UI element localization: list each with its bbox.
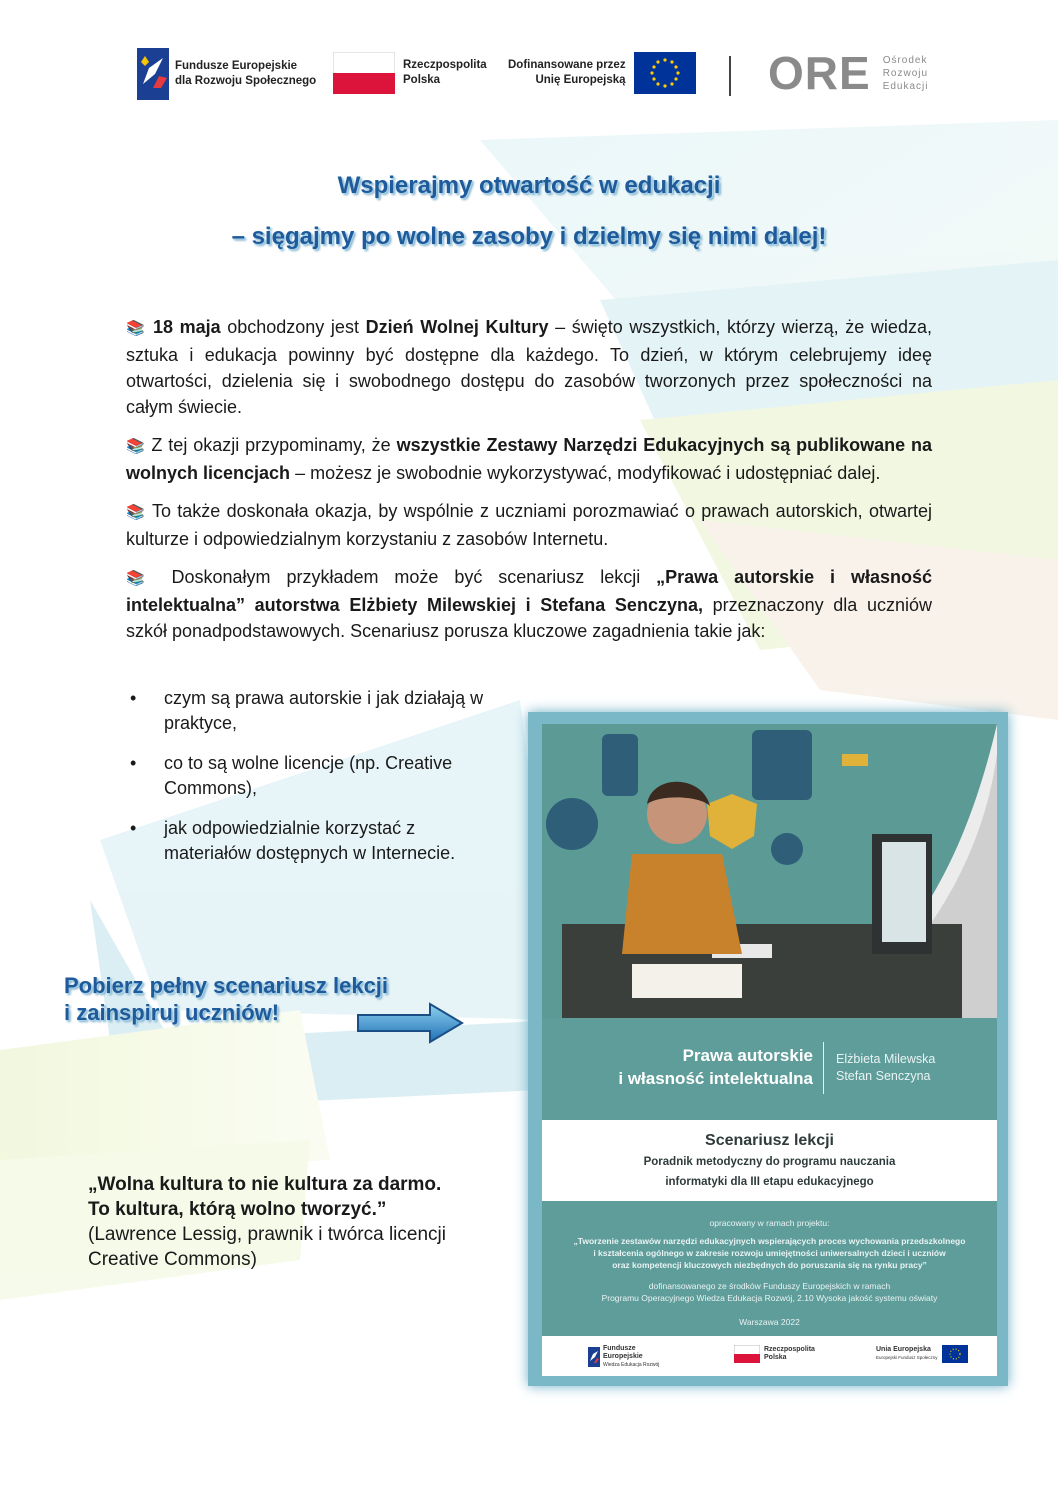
- rp-logo-line1: Rzeczpospolita: [403, 59, 487, 71]
- cover-small2: „Tworzenie zestawów narzędzi edukacyjnych wspierających proces wychowania przedszkolnego: [573, 1236, 966, 1246]
- cover-eu-line1: Unia Europejska: [876, 1346, 931, 1353]
- cover-small3: i kształcenia ogólnego w zakresie rozwoju umiejętności uniwersalnych dzieci i uczniów: [593, 1248, 946, 1258]
- download-cta[interactable]: [64, 972, 388, 1026]
- cover-eu-line2: Europejski Fundusz Społeczny: [876, 1355, 938, 1360]
- cover-title-line1: Prawa autorskie: [682, 1046, 813, 1065]
- p1-text2: – święto wszystkich, którzy wierzą, że wiedza, sztuka i edukacja powinny być dostępne dla każdego. To dzień, w którym celebrujemy ideę otwartości, dzielenia się i swobodnego dostępu do zasobów tworzonych przez społeczności na całym świecie.: [126, 317, 932, 417]
- cover-authors: [836, 1051, 935, 1085]
- paragraph-1: [126, 314, 932, 420]
- p4-text1: Doskonałym przykładem może być scenariusz lekcji: [155, 567, 657, 587]
- fe-logo-line1: Fundusze Europejskie: [175, 60, 298, 72]
- lesson-cover: [542, 724, 997, 1376]
- eu-flag-icon: [942, 1345, 968, 1363]
- cover-fe-line2: Europejskie: [603, 1353, 643, 1360]
- cover-band-title: Scenariusz lekcji: [705, 1132, 834, 1149]
- cover-band-sub2: informatyki dla III etapu edukacyjnego: [665, 1176, 874, 1188]
- ore-logo-word: ORE: [768, 47, 871, 99]
- p4-text2: przeznaczony dla uczniów szkół ponadpodstawowych. Scenariusz porusza kluczowe zagadnienia takie jak:: [126, 595, 932, 641]
- polish-flag-icon: [734, 1345, 760, 1363]
- cover-band-sub1: Poradnik metodyczny do programu nauczania: [643, 1156, 896, 1168]
- list-item: [130, 751, 490, 801]
- paragraph-3: [126, 498, 932, 552]
- p2-bold: wszystkie Zestawy Narzędzi Edukacyjnych są publikowane na wolnych licencjach: [126, 435, 933, 483]
- cover-fe-line3: Wiedza Edukacja Rozwój: [603, 1362, 660, 1368]
- books-icon: 📚: [126, 570, 156, 587]
- cover-small7: Warszawa 2022: [739, 1317, 800, 1327]
- cover-title: [542, 1044, 813, 1090]
- cover-fe-logo: [588, 1345, 659, 1369]
- cover-small6: Programu Operacyjnego Wiedza Edukacja Rozwój, 2.10 Wysoka jakość systemu oświaty: [601, 1293, 938, 1303]
- bullet-dot: •: [130, 753, 137, 773]
- rp-logo: [333, 52, 487, 94]
- logo-divider: [729, 56, 731, 96]
- cover-author2: Stefan Senczyna: [836, 1069, 931, 1083]
- cover-fe-line1: Fundusze: [603, 1345, 636, 1352]
- ore-logo-line3: Edukacji: [882, 80, 929, 92]
- cover-small4: oraz kompetencji kluczowych niezbędnych do poruszania się na rynku pracy”: [612, 1260, 927, 1270]
- fe-star-icon: [137, 48, 169, 100]
- quote-line2: To kultura, którą wolno tworzyć.”: [88, 1199, 387, 1220]
- holiday-name: Dzień Wolnej Kultury: [365, 317, 549, 337]
- page-title-line2: – sięgajmy po wolne zasoby i dzielmy się nimi dalej!: [231, 223, 827, 250]
- cover-author1: Elżbieta Milewska: [836, 1052, 936, 1066]
- list-item: [130, 686, 490, 736]
- eu-logo: [508, 52, 696, 94]
- fe-logo-line2: dla Rozwoju Społecznego: [175, 75, 317, 87]
- books-icon: 📚: [126, 504, 146, 521]
- fe-logo: [137, 48, 316, 100]
- cover-band: [542, 1120, 997, 1201]
- eu-logo-line2: Unię Europejską: [535, 74, 626, 86]
- p2-text2: – możesz je swobodnie wykorzystywać, modyfikować i udostępniać dalej.: [290, 463, 881, 483]
- rp-logo-line2: Polska: [403, 74, 441, 86]
- paragraph-2: [126, 432, 932, 486]
- list-item: [130, 816, 490, 866]
- p2-text1: Z tej okazji przypominamy, że: [145, 435, 397, 455]
- p1-text1: obchodzony jest: [220, 317, 366, 337]
- cover-rp-line2: Polska: [764, 1354, 787, 1361]
- list-item-text: jak odpowiedzialnie korzystać z materiałów dostępnych w Internecie.: [164, 818, 456, 863]
- cover-title-line2: i własność intelektualna: [618, 1069, 813, 1088]
- right-arrow-icon[interactable]: [356, 1000, 466, 1046]
- books-icon: 📚: [126, 438, 146, 455]
- cover-photo-student: [542, 724, 997, 1018]
- p3-text1: To także doskonała okazja, by wspólnie z uczniami porozmawiać o prawach autorskich, otwartej kulturze i odpowiedzialnym korzystaniu z zasobów Internetu.: [126, 501, 932, 549]
- quote-attribution: (Lawrence Lessig, prawnik i twórca licencji Creative Commons): [88, 1224, 446, 1270]
- cover-eu-logo: [876, 1345, 968, 1363]
- cta-line1: Pobierz pełny scenariusz lekcji: [64, 973, 389, 998]
- date-text: 18 maja: [152, 317, 221, 337]
- bullet-dot: •: [130, 818, 137, 838]
- main-content: [126, 314, 932, 656]
- list-item-text: co to są wolne licencje (np. Creative Commons),: [164, 753, 453, 798]
- topics-list: [130, 686, 490, 881]
- lesson-cover-link[interactable]: [528, 712, 1008, 1386]
- cover-rp-line1: Rzeczpospolita: [764, 1346, 815, 1353]
- header-logos: [0, 40, 1058, 120]
- list-item-text: czym są prawa autorskie i jak działają w praktyce,: [164, 688, 484, 733]
- cover-footer-logos: [542, 1336, 997, 1376]
- cover-rp-logo: [734, 1345, 815, 1363]
- p4-bold: „Prawa autorskie i własność intelektualna” autorstwa Elżbiety Milewskiej i Stefana Senczyna,: [126, 567, 932, 615]
- polish-flag-icon: [333, 52, 395, 94]
- ore-logo-line2: Rozwoju: [882, 67, 929, 79]
- books-icon: 📚: [126, 320, 147, 337]
- bullet-dot: •: [130, 688, 137, 708]
- eu-flag-icon: [634, 52, 696, 94]
- eu-logo-line1: Dofinansowane przez: [508, 59, 626, 71]
- fe-star-icon: [588, 1347, 600, 1367]
- ore-logo: [768, 47, 929, 99]
- cover-small1: opracowany w ramach projektu:: [709, 1218, 830, 1228]
- cover-small5: dofinansowanego ze środków Funduszy Europejskich w ramach: [648, 1281, 891, 1291]
- quote-line1: „Wolna kultura to nie kultura za darmo.: [88, 1174, 442, 1195]
- page-title-line1: Wspierajmy otwartość w edukacji: [337, 172, 721, 199]
- paragraph-4: [126, 564, 932, 644]
- cover-separator: [823, 1042, 824, 1094]
- quote-block: [88, 1172, 508, 1272]
- ore-logo-line1: Ośrodek: [882, 54, 928, 66]
- cta-line2: i zainspiruj uczniów!: [64, 1000, 280, 1025]
